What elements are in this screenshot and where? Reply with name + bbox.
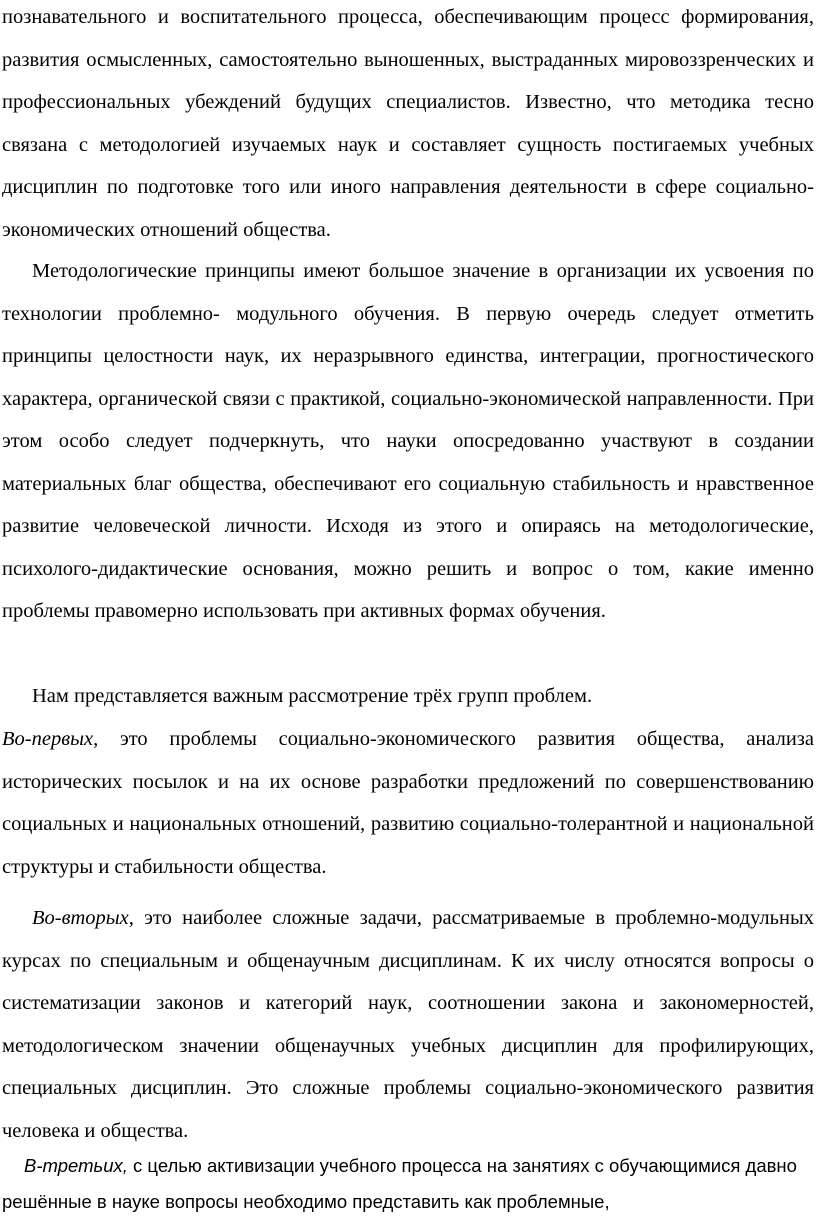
paragraph-lead-third: В-третьих,	[24, 1155, 128, 1176]
paragraph-body-third: с целью активизации учебного процесса на занятиях с обучающимися давно решённые в науке вопросы необходимо представить как проблемные,	[2, 1155, 797, 1212]
paragraph-body-second: это наиболее сложные задачи, рассматриваемые в проблемно-модульных курсах по специальным и общенаучным дисциплинам. К их числу относятся вопросы о систематизации законов и категорий наук, соотношении закона и закономерностей, методологическом значении общенаучных учебных дисциплин для профилирующих, специальных дисциплин. Это сложные проблемы социально-экономического развития человека и общества.	[2, 907, 814, 1142]
paragraph-lead-second: Во-вторых,	[32, 907, 134, 929]
paragraph-first-group	[2, 718, 814, 888]
paragraph-methodology: познавательного и воспитательного процесса, обеспечивающим процесс формирования, развития осмысленных, самостоятельно выношенных, выстраданных мировоззренческих и профессиональных убеждений будущих специалистов. Известно, что методика тесно связана с методологией изучаемых наук и составляет сущность постигаемых учебных дисциплин по подготовке того или иного направления деятельности в сфере социально-экономических отношений общества.	[2, 6, 814, 241]
paragraph-lead-first: Во-первых,	[2, 728, 99, 750]
paragraph-principles: Методологические принципы имеют большое значение в организации их усвоения по технологии проблемно- модульного обучения. В первую очередь следует отметить принципы целостности наук, их неразрывного единства, интеграции, прогностического характера, органической связи с практикой, социально-экономической направленности. При этом особо следует подчеркнуть, что науки опосредованно участвуют в создании материальных благ общества, обеспечивают его социальную стабильность и нравственное развитие человеческой личности. Исходя из этого и опираясь на методологические, психолого-дидактические основания, можно решить и вопрос о том, какие именно проблемы правомерно использовать при активных формах обучения.	[2, 260, 814, 622]
paragraph-three-groups: Нам представляется важным рассмотрение трёх групп проблем.	[32, 685, 593, 707]
paragraph-second-group	[2, 897, 814, 1152]
paragraph-third-group	[2, 1148, 814, 1220]
paragraph-body-first: это проблемы социально-экономического развития общества, анализа исторических посылок и на их основе разработки предложений по совершенствованию социальных и национальных отношений, развитию социально-толерантной и национальной структуры и стабильности общества.	[2, 728, 814, 878]
